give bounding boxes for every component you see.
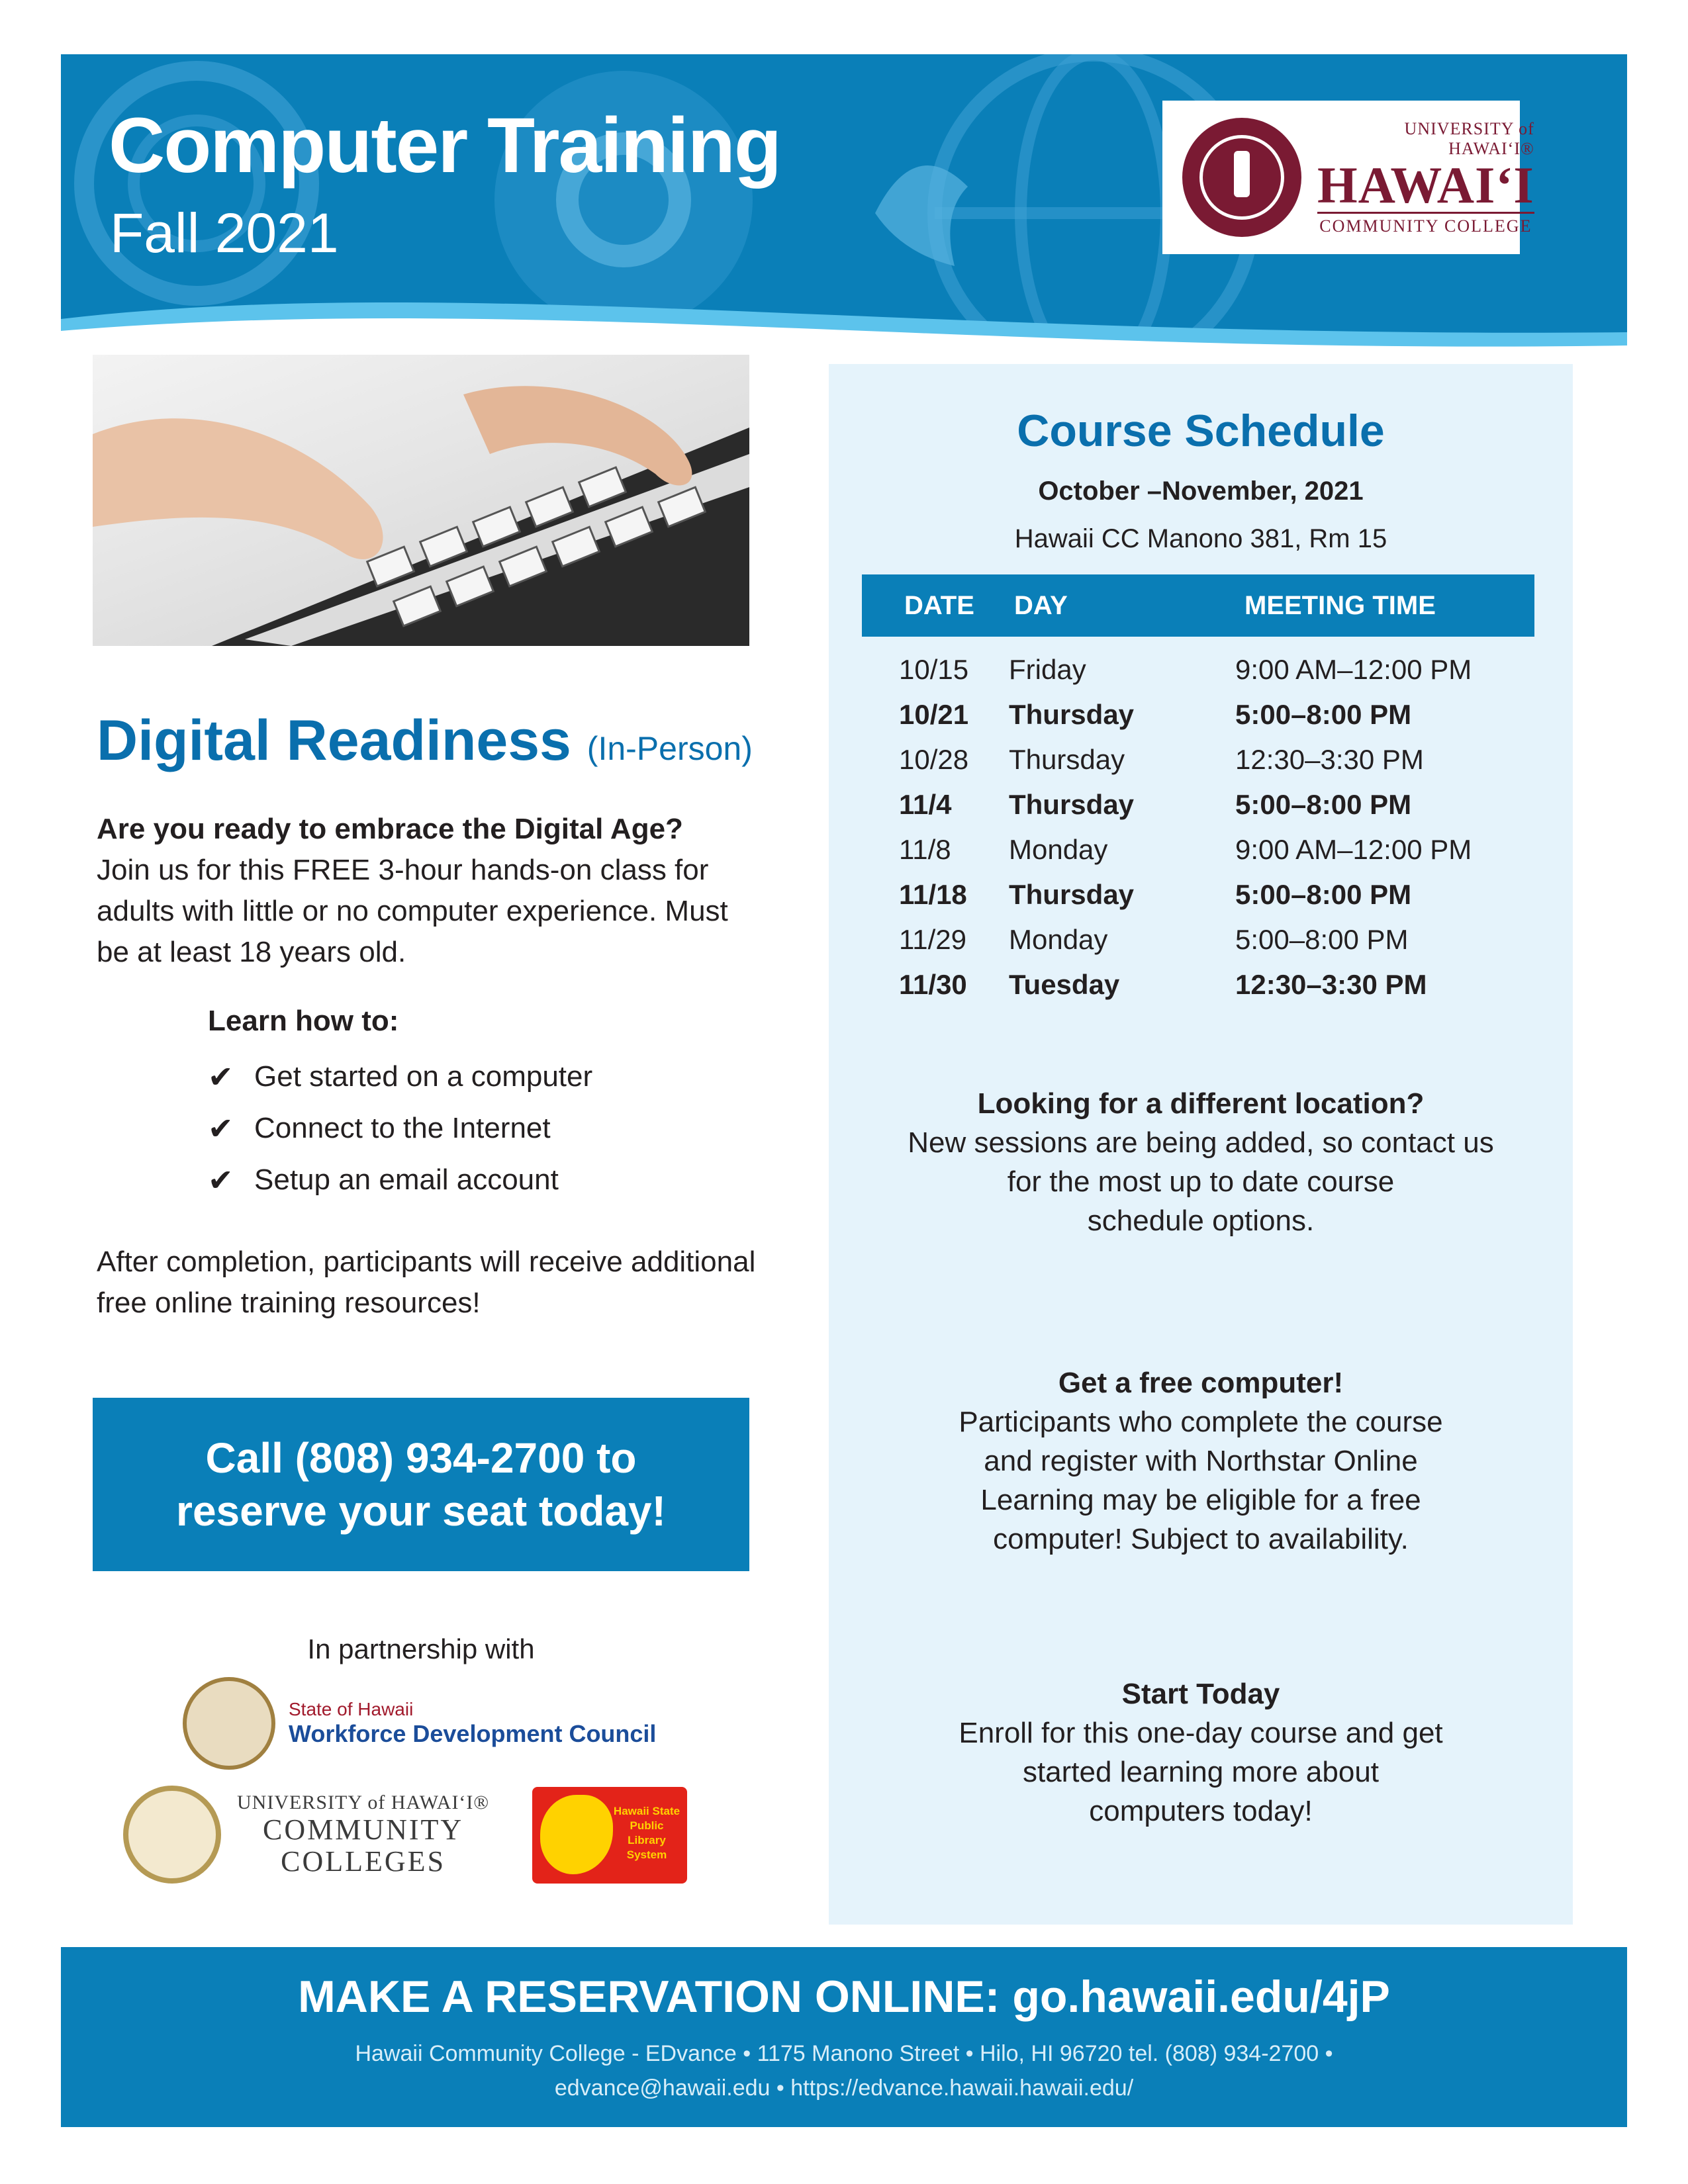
info-line: computer! Subject to availability. (993, 1523, 1409, 1555)
reservation-link[interactable]: MAKE A RESERVATION ONLINE: go.hawaii.edu/4jP (298, 1972, 1390, 2022)
table-row (862, 872, 1534, 917)
keyboard-photo (93, 355, 749, 646)
info-line: Participants who complete the course (959, 1406, 1443, 1438)
uhcc-line-3: COLLEGES (281, 1845, 446, 1878)
table-row (862, 692, 1534, 737)
cell-date: 11/18 (899, 879, 967, 910)
start-today-info (829, 1674, 1573, 1831)
info-line: New sessions are being added, so contact us (908, 1126, 1494, 1159)
wdc-logo (183, 1677, 656, 1770)
header-day: DAY (1014, 590, 1068, 620)
list-item (208, 1051, 592, 1103)
header-banner (61, 54, 1627, 359)
cell-date: 11/4 (899, 789, 952, 820)
page-title: Computer Training (109, 102, 780, 189)
footer-address: Hawaii Community College - EDvance • 1175 Manono Street • Hilo, HI 96720 tel. (808) 934-2700 • (355, 2041, 1333, 2066)
uhcc-seal-icon (123, 1786, 221, 1884)
learn-heading: Learn how to: (208, 1005, 399, 1037)
cell-day: Thursday (1009, 879, 1135, 910)
cell-meeting-time: 9:00 AM–12:00 PM (1235, 654, 1472, 685)
header-date: DATE (904, 590, 974, 620)
info-line: Learning may be eligible for a free (980, 1484, 1421, 1516)
info-line: started learning more about (1022, 1756, 1380, 1788)
cell-date: 11/29 (899, 924, 966, 955)
schedule-panel (829, 364, 1573, 1925)
intro-question: Are you ready to embrace the Digital Age? (97, 813, 683, 845)
call-to-reserve-banner[interactable] (93, 1398, 749, 1571)
checkmark-icon: ✔ (208, 1111, 234, 1146)
partnership-label: In partnership with (307, 1633, 535, 1664)
table-row (862, 647, 1534, 692)
page-subtitle: Fall 2021 (110, 202, 339, 264)
cell-day: Friday (1009, 654, 1086, 685)
after-completion-text: After completion, participants will receive additional free online training resources! (97, 1246, 756, 1319)
cell-day: Monday (1009, 834, 1108, 865)
list-item (208, 1103, 592, 1154)
cell-date: 10/28 (899, 744, 969, 775)
table-row (862, 917, 1534, 962)
logo-line-hawaii: HAWAIʻI (1317, 156, 1534, 214)
table-row (862, 827, 1534, 872)
cell-meeting-time: 5:00–8:00 PM (1235, 699, 1412, 730)
schedule-title: Course Schedule (1017, 406, 1385, 456)
schedule-table-body (862, 637, 1534, 1007)
uhcc-line-1: UNIVERSITY of HAWAIʻI® (237, 1792, 490, 1813)
cell-date: 10/15 (899, 654, 969, 685)
header-meeting-time: MEETING TIME (1244, 590, 1436, 620)
checkmark-icon: ✔ (208, 1060, 234, 1094)
info-line: schedule options. (1087, 1205, 1315, 1237)
intro-body: Join us for this FREE 3-hour hands-on class for adults with little or no computer experience. Must be at least 18 years old. (97, 854, 728, 968)
state-seal-icon (183, 1677, 275, 1770)
call-line-2: reserve your seat today! (176, 1487, 666, 1535)
info-heading: Looking for a different location? (977, 1087, 1425, 1120)
info-line: for the most up to date course (1007, 1165, 1395, 1198)
library-system-logo (532, 1787, 687, 1884)
schedule-table (862, 574, 1534, 1007)
cell-day: Tuesday (1009, 969, 1120, 1000)
course-title (97, 708, 753, 774)
checkmark-icon: ✔ (208, 1163, 234, 1197)
cell-meeting-time: 5:00–8:00 PM (1235, 924, 1409, 955)
cell-meeting-time: 12:30–3:30 PM (1235, 744, 1424, 775)
info-line: Enroll for this one-day course and get (959, 1717, 1443, 1749)
cell-meeting-time: 5:00–8:00 PM (1235, 789, 1412, 820)
cell-day: Thursday (1009, 789, 1135, 820)
schedule-table-header (862, 574, 1534, 637)
different-location-info (829, 1084, 1573, 1240)
info-heading: Get a free computer! (1058, 1367, 1344, 1399)
cell-meeting-time: 12:30–3:30 PM (1235, 969, 1427, 1000)
cell-date: 11/8 (899, 834, 951, 865)
table-row (862, 737, 1534, 782)
table-row (862, 962, 1534, 1007)
hibiscus-icon (540, 1795, 613, 1874)
cell-meeting-time: 9:00 AM–12:00 PM (1235, 834, 1472, 865)
hawaii-cc-logo (1162, 101, 1534, 254)
info-heading: Start Today (1121, 1678, 1280, 1710)
hands-on-keyboard-image (93, 355, 749, 646)
cell-day: Thursday (1009, 744, 1125, 775)
list-item (208, 1154, 592, 1206)
wdc-line-2: Workforce Development Council (289, 1720, 657, 1747)
footer-banner (61, 1947, 1627, 2127)
cell-day: Monday (1009, 924, 1108, 955)
uhcc-line-2: COMMUNITY (262, 1813, 464, 1846)
table-row (862, 782, 1534, 827)
course-intro (97, 809, 759, 973)
call-line-1: Call (808) 934-2700 to (205, 1434, 637, 1482)
learn-item-label: Get started on a computer (254, 1060, 593, 1093)
uh-seal-icon (1182, 118, 1301, 237)
course-title-note: (In-Person) (586, 730, 753, 767)
free-computer-info (829, 1363, 1573, 1559)
schedule-dates: October –November, 2021 (1038, 477, 1364, 506)
cell-day: Thursday (1009, 699, 1135, 730)
cell-meeting-time: 5:00–8:00 PM (1235, 879, 1412, 910)
cell-date: 10/21 (899, 699, 969, 730)
schedule-location: Hawaii CC Manono 381, Rm 15 (1014, 524, 1387, 553)
footer-contact-links[interactable]: edvance@hawaii.edu • https://edvance.hawaii.hawaii.edu/ (554, 2075, 1134, 2101)
cell-date: 11/30 (899, 969, 967, 1000)
learn-item-label: Setup an email account (254, 1163, 559, 1196)
wdc-line-1: State of Hawaii (289, 1699, 414, 1719)
uh-community-colleges-logo (123, 1786, 489, 1884)
logo-line-community-college: COMMUNITY COLLEGE (1317, 212, 1534, 236)
logo-line-university: UNIVERSITY of HAWAIʻI® (1404, 118, 1534, 158)
library-logo-text: Hawaii State Public Library System (613, 1805, 680, 1861)
info-line: computers today! (1089, 1795, 1313, 1827)
learn-list (208, 1005, 592, 1206)
learn-item-label: Connect to the Internet (254, 1112, 551, 1144)
course-title-text: Digital Readiness (97, 709, 571, 772)
info-line: and register with Northstar Online (984, 1445, 1418, 1477)
